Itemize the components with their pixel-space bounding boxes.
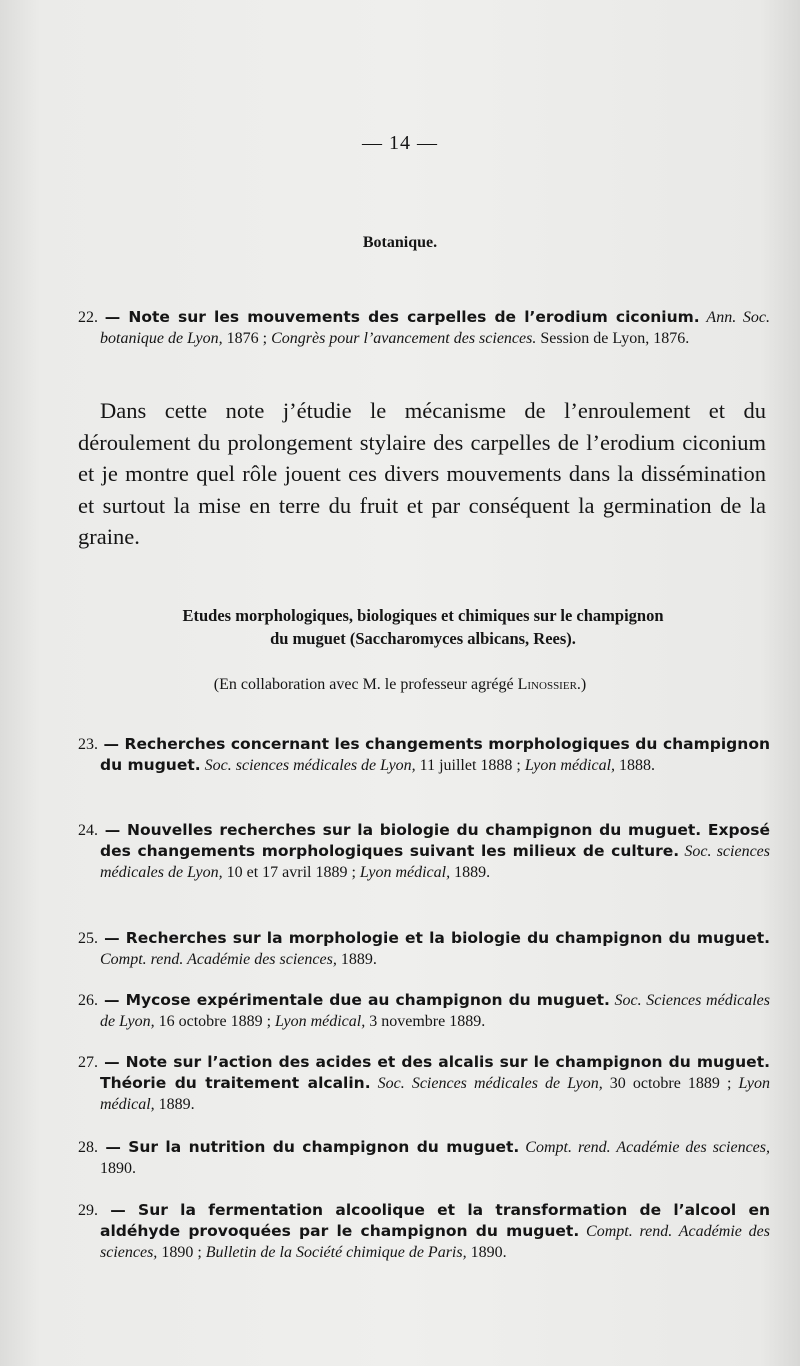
entry-number: 24. — [78, 822, 98, 839]
entry-title: — Mycose expérimentale due au champignon du muguet. — [98, 991, 610, 1009]
entry-29 — [78, 1200, 770, 1263]
entry-date-2: 1889. — [450, 864, 491, 881]
entry-title: — Note sur les mouvements des carpelles de l’erodium ciconium. — [104, 308, 700, 326]
entry-title: — Recherches sur la morphologie et la biologie du champignon du muguet. — [98, 929, 770, 947]
entry-number: 29. — [78, 1202, 98, 1219]
entry-citation: Soc. Sciences médicales de Lyon, — [100, 992, 771, 1030]
entry-24 — [78, 820, 770, 883]
collaboration-note — [0, 676, 800, 694]
body-paragraph-text: Dans cette note j’étudie le mécanisme de l’enroulement et du déroulement du prolongement stylaire des carpelles de l’erodium ciconium et je montre quel rôle jouent ces divers mouvements dans la dissémination et surtout la mise en terre du fruit et par conséquent la germination de la graine. — [78, 398, 766, 549]
section-heading: Botanique. — [362, 234, 438, 251]
entry-citation-2: Bulletin de la Société chimique de Paris, — [205, 1244, 467, 1261]
studies-title-line-2: du muguet (Saccharomyces albicans, Rees). — [270, 629, 576, 648]
entry-number: 28. — [78, 1139, 98, 1156]
entry-title: — Sur la nutrition du champignon du muguet. — [98, 1138, 520, 1156]
entry-citation: Soc. sciences médicales de Lyon, — [200, 757, 416, 774]
entry-title: — Note sur l’action des acides et des alcalis sur le champignon du muguet. Théorie du traitement alcalin. — [98, 1053, 770, 1092]
entry-28 — [78, 1137, 770, 1179]
entry-number: 22. — [78, 309, 98, 326]
entry-date-2: 1890. — [466, 1244, 507, 1261]
entry-date: 30 octobre 1889 ; — [602, 1075, 739, 1092]
entry-date-2: 3 novembre 1889. — [365, 1013, 486, 1030]
collaboration-name: Linossier — [517, 676, 577, 693]
page-number: — 14 — — [362, 132, 438, 154]
entry-date: 1890. — [100, 1160, 136, 1177]
entry-citation: Compt. rend. Académie des sciences, — [519, 1139, 770, 1156]
entry-number: 25. — [78, 930, 98, 947]
entry-date-2: 1889. — [154, 1096, 195, 1113]
entry-citation-2: Congrès pour l’avancement des sciences. — [271, 330, 537, 347]
body-paragraph — [78, 395, 766, 553]
entry-number: 26. — [78, 992, 98, 1009]
entry-citation: Soc. Sciences médicales de Lyon, — [370, 1075, 603, 1092]
entry-citation-2: Lyon médical, — [100, 1075, 771, 1113]
entry-citation: Compt. rend. Académie des sciences, — [100, 951, 337, 968]
entry-22 — [78, 307, 770, 349]
entry-citation-2: Lyon médical, — [275, 1013, 366, 1030]
entry-23 — [78, 734, 770, 776]
entry-number: 23. — [78, 736, 98, 753]
entry-date-2: Session de Lyon, 1876. — [536, 330, 690, 347]
entry-citation: Soc. sciences médicales de Lyon, — [100, 843, 770, 881]
studies-title-line-1: Etudes morphologiques, biologiques et chimiques sur le champignon — [182, 606, 664, 625]
entry-date: 10 et 17 avril 1889 ; — [222, 864, 360, 881]
entry-citation-2: Lyon médical, — [524, 757, 616, 774]
entry-title: — Sur la fermentation alcoolique et la transformation de l’alcool en aldéhyde provoquées par le champignon du muguet. — [98, 1201, 770, 1240]
entry-date: 11 juillet 1888 ; — [415, 757, 525, 774]
collaboration-suffix: .) — [576, 676, 587, 693]
entry-citation: Compt. rend. Académie des sciences, — [100, 1223, 771, 1261]
entry-date: 1890 ; — [157, 1244, 206, 1261]
entry-26 — [78, 990, 770, 1032]
entry-citation: Ann. Soc. botanique de Lyon, — [100, 309, 771, 347]
entry-date: 1889. — [336, 951, 377, 968]
entry-title: — Nouvelles recherches sur la biologie du champignon du muguet. Exposé des changements morphologiques suivant les milieux de culture. — [98, 821, 770, 860]
entry-27 — [78, 1052, 770, 1115]
entry-title: — Recherches concernant les changements morphologiques du champignon du muguet. — [98, 735, 770, 774]
entry-citation-2: Lyon médical, — [359, 864, 451, 881]
studies-title — [78, 604, 768, 650]
collaboration-prefix: (En collaboration avec M. le professeur agrégé — [213, 676, 518, 693]
entry-25 — [78, 928, 770, 970]
entry-date-2: 1888. — [615, 757, 656, 774]
entry-number: 27. — [78, 1054, 98, 1071]
entry-date: 16 octobre 1889 ; — [154, 1013, 276, 1030]
entry-date: 1876 ; — [222, 330, 272, 347]
